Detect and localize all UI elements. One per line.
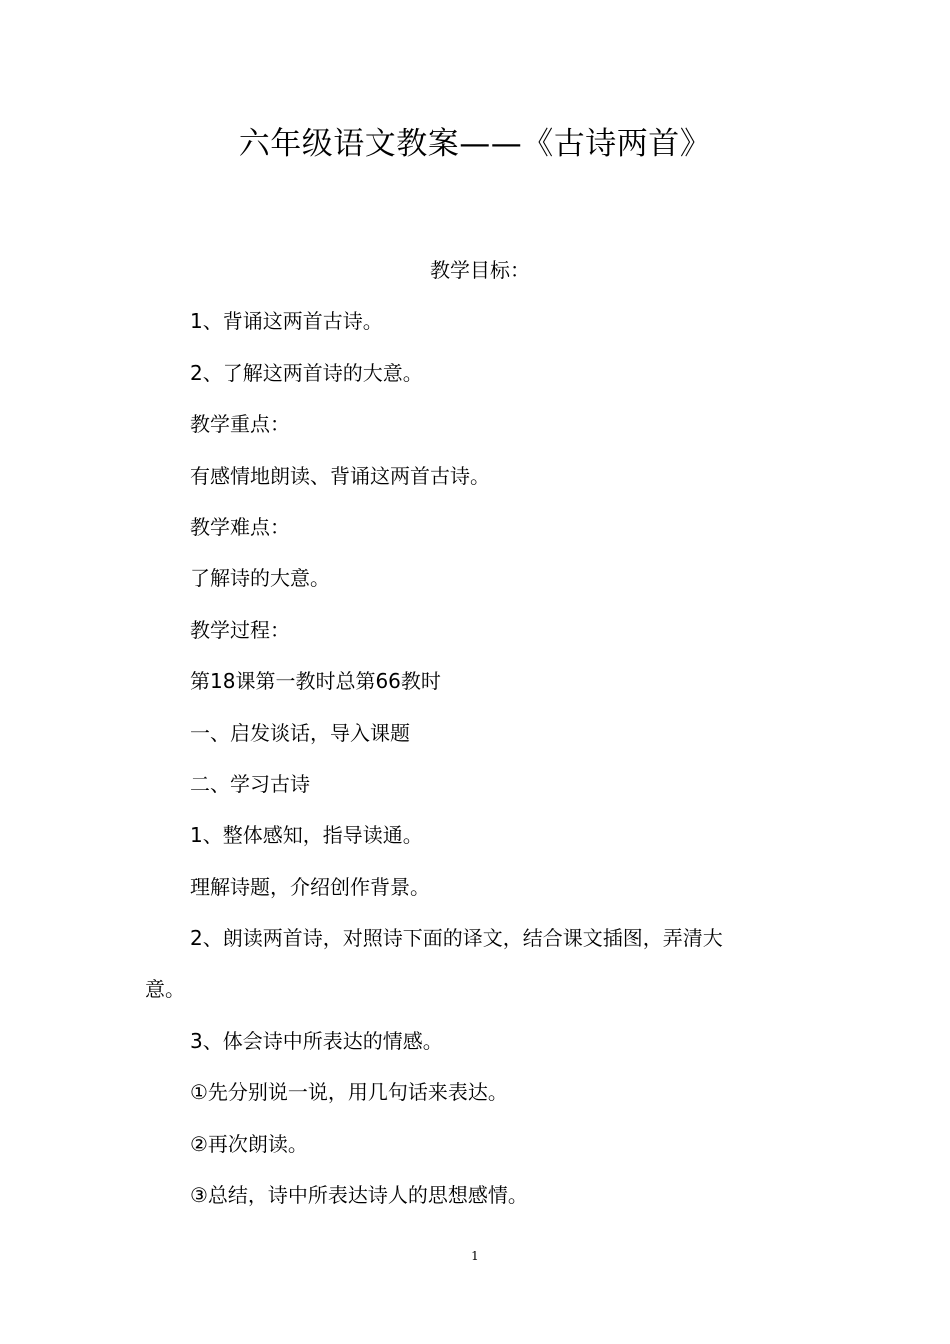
substep-3-item-3: ③总结，诗中所表达诗人的思想感情。	[190, 1183, 528, 1208]
section-heading-difficulties: 教学难点：	[190, 514, 290, 539]
process-step-1: 一、启发谈话，导入课题	[190, 720, 410, 745]
document-body	[145, 245, 795, 1221]
page-number: 1	[471, 1249, 479, 1263]
substep-3-item-1: ①先分别说一说，用几句话来表达。	[190, 1080, 508, 1105]
substep-3: 3、体会诗中所表达的情感。	[190, 1028, 443, 1053]
document-title: 六年级语文教案——《古诗两首》	[238, 126, 712, 162]
objective-item-1: 1、背诵这两首古诗。	[190, 309, 383, 334]
objective-item-2: 2、了解这两首诗的大意。	[190, 360, 423, 385]
substep-3-item-2: ②再次朗读。	[190, 1131, 308, 1156]
substep-2: 2、朗读两首诗，对照诗下面的译文，结合课文插图，弄清大	[190, 926, 723, 951]
lesson-period-text: 第18课第一教时总第66教时	[190, 669, 441, 694]
section-heading-objectives: 教学目标：	[430, 258, 530, 282]
substep-2-continuation: 意。	[145, 977, 185, 1002]
key-points-text: 有感情地朗读、背诵这两首古诗。	[190, 463, 490, 488]
process-step-2: 二、学习古诗	[190, 771, 310, 796]
section-heading-key-points: 教学重点：	[190, 412, 290, 437]
substep-1: 1、整体感知，指导读通。	[190, 823, 423, 848]
difficulties-text: 了解诗的大意。	[190, 566, 330, 591]
substep-1-detail: 理解诗题，介绍创作背景。	[190, 874, 430, 899]
section-heading-process: 教学过程：	[190, 617, 290, 642]
